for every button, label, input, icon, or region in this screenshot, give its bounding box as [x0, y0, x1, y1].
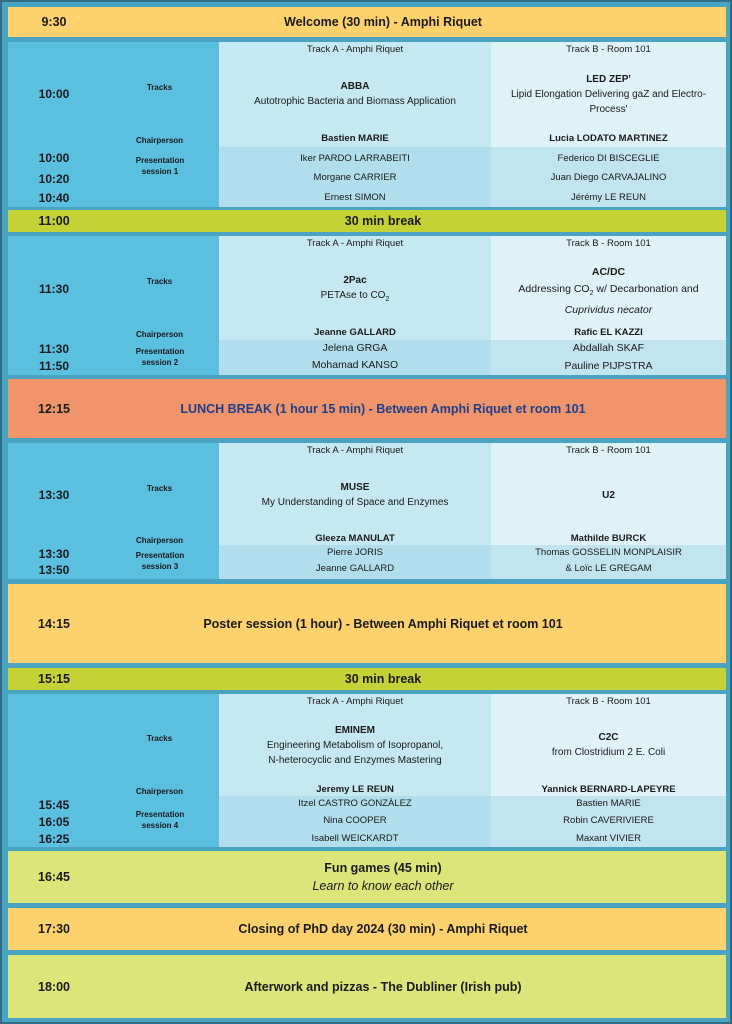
- presentation-label: Presentation session 2: [135, 347, 185, 367]
- speaker-a: Nina COOPER: [323, 815, 387, 826]
- poster-title: Poster session (1 hour) - Between Amphi Riquet et room 101: [203, 616, 563, 631]
- welcome-title: Welcome (30 min) - Amphi Riquet: [284, 15, 482, 29]
- closing-row: [8, 908, 726, 950]
- chair-label: Chairperson: [135, 536, 184, 545]
- track-a-desc: My Understanding of Space and Enzymes: [261, 497, 449, 508]
- speaker-b: Bastien MARIE: [576, 798, 641, 809]
- afterwork-row: [8, 955, 726, 1018]
- speaker-b: Thomas GOSSELIN MONPLAISIR: [535, 547, 682, 558]
- track-b-desc: Lipid Elongation Delivering gaZ and Electro-Process': [510, 89, 707, 115]
- talk-time: 13:50: [38, 563, 70, 577]
- speaker-a: Mohamad KANSO: [311, 359, 399, 371]
- speaker-a: Isabell WEICKARDT: [311, 833, 399, 844]
- chair-label: Chairperson: [135, 330, 184, 339]
- session-2: [8, 236, 726, 375]
- track-a-desc: N-heterocyclic and Enzymes Mastering: [268, 755, 442, 766]
- talk-time: 15:45: [38, 798, 70, 812]
- track-a-title: [219, 723, 491, 768]
- lunch-row: [8, 379, 726, 438]
- subscript: 2: [589, 290, 594, 298]
- track-a-desc: Autotrophic Bacteria and Biomass Application: [254, 96, 456, 107]
- chair-a: Bastien MARIE: [321, 133, 389, 144]
- presentation-label: Presentation session 1: [135, 156, 185, 176]
- talk-time: 10:20: [38, 172, 70, 186]
- closing-time: 17:30: [38, 922, 70, 936]
- lunch-time: 12:15: [38, 401, 70, 416]
- talk-time: 16:25: [38, 832, 70, 846]
- break-title: 30 min break: [344, 214, 422, 228]
- speaker-a: Itzel CASTRO GONZÀLEZ: [298, 798, 412, 809]
- talk-time: 13:30: [38, 547, 70, 561]
- presentation-label: Presentation session 4: [135, 810, 185, 830]
- talk-time: 11:50: [38, 359, 70, 373]
- track-b-desc: Addressing CO: [518, 283, 590, 295]
- break-row: [8, 668, 726, 690]
- track-b-desc-line2: Cupri: [564, 304, 590, 317]
- track-a-header: Track A - Amphi Riquet: [306, 238, 404, 249]
- presentation-label: Presentation session 3: [135, 551, 185, 571]
- afterwork-title: Afterwork and pizzas - The Dubliner (Irish pub): [244, 979, 522, 994]
- session-1: [8, 42, 726, 207]
- break-time: 15:15: [38, 672, 70, 686]
- session-time: 10:00: [38, 87, 70, 101]
- games-time: 16:45: [38, 870, 70, 884]
- track-a-title: [219, 480, 491, 510]
- track-a-name: EMINEM: [335, 725, 375, 736]
- speaker-b: Maxant VIVIER: [576, 833, 641, 844]
- track-b-name: U2: [602, 490, 615, 501]
- chair-b: Lucia LODATO MARTINEZ: [549, 133, 668, 144]
- break-time: 11:00: [38, 214, 70, 228]
- speaker-b: Pauline PIJPSTRA: [564, 360, 653, 372]
- games-row: [8, 851, 726, 903]
- track-a-desc: Engineering Metabolism of Isopropanol,: [266, 740, 444, 751]
- talk-time: 10:00: [38, 151, 70, 165]
- track-b-name: LED ZEP': [586, 74, 631, 85]
- track-b-title: [491, 730, 726, 760]
- track-b-header: Track B - Room 101: [566, 238, 651, 249]
- track-b-title: [491, 488, 726, 503]
- track-a-name: MUSE: [340, 482, 370, 493]
- track-a-header: Track A - Amphi Riquet: [306, 696, 404, 707]
- chair-b: Yannick BERNARD-LAPEYRE: [541, 784, 676, 795]
- lunch-title: LUNCH BREAK (1 hour 15 min) - Between Amphi Riquet et room 101: [180, 401, 586, 416]
- tracks-label: Tracks: [146, 734, 173, 743]
- games-title: Fun games (45 min): [324, 861, 442, 875]
- session-time: 13:30: [38, 488, 70, 502]
- track-b-header: Track B - Room 101: [566, 445, 651, 456]
- track-a-title: [219, 273, 491, 307]
- track-a-header: Track A - Amphi Riquet: [306, 445, 404, 456]
- track-b-title: [501, 72, 716, 117]
- track-b-header: Track B - Room 101: [566, 696, 651, 707]
- speaker-a: Ernest SIMON: [324, 192, 386, 203]
- speaker-a: Iker PARDO LARRABEITI: [300, 153, 410, 164]
- session-time: 11:30: [38, 282, 70, 296]
- session-3: [8, 443, 726, 579]
- speaker-a: Jeanne GALLARD: [315, 563, 395, 574]
- track-a-name: 2Pac: [343, 275, 367, 286]
- chair-a: Jeremy LE REUN: [316, 784, 394, 795]
- chair-a: Jeanne GALLARD: [314, 327, 396, 338]
- talk-time: 16:05: [38, 815, 70, 829]
- track-a-title: [219, 79, 491, 109]
- games-subtitle: Learn to know each other: [312, 879, 454, 893]
- afterwork-time: 18:00: [38, 979, 70, 994]
- break-row: [8, 210, 726, 232]
- speaker-b: Abdallah SKAF: [572, 342, 645, 354]
- tracks-label: Tracks: [146, 277, 173, 286]
- welcome-time: 9:30: [41, 15, 67, 29]
- chair-b: Rafic EL KAZZI: [574, 327, 643, 338]
- speaker-a: Morgane CARRIER: [313, 172, 397, 183]
- closing-title: Closing of PhD day 2024 (30 min) - Amphi Riquet: [238, 922, 528, 936]
- track-b-name: AC/DC: [591, 266, 626, 278]
- track-b-header: Track B - Room 101: [566, 44, 651, 55]
- speaker-b: Federico DI BISCEGLIE: [557, 153, 660, 164]
- tracks-label: Tracks: [146, 484, 173, 493]
- chair-a: Gleeza MANULAT: [315, 533, 395, 544]
- session-4: [8, 694, 726, 847]
- track-b-desc-rest: w/ Decarbonation and: [593, 283, 699, 295]
- break-title: 30 min break: [344, 672, 422, 686]
- track-a-desc: PETAse to CO: [320, 290, 386, 301]
- speaker-b: Robin CAVERIVIERE: [563, 815, 654, 826]
- games-title-block: [100, 861, 726, 893]
- chair-label: Chairperson: [135, 136, 184, 145]
- speaker-a: Pierre JORIS: [327, 547, 383, 558]
- tracks-label: Tracks: [146, 83, 173, 92]
- subscript: 2: [385, 296, 390, 303]
- chair-b: Mathilde BURCK: [570, 533, 647, 544]
- speaker-b: Juan Diego CARVAJALINO: [550, 172, 667, 183]
- speaker-b: & Loïc LE GREGAM: [565, 563, 652, 574]
- label-column: [100, 42, 219, 207]
- welcome-row: [8, 7, 726, 37]
- talk-time: 10:40: [38, 191, 70, 205]
- track-b-name: C2C: [598, 732, 619, 743]
- poster-row: [8, 584, 726, 663]
- track-a-name: ABBA: [340, 81, 370, 92]
- track-b-desc: from Clostridium 2 E. Coli: [551, 747, 666, 758]
- chair-label: Chairperson: [135, 787, 184, 796]
- poster-time: 14:15: [38, 616, 70, 631]
- track-b-title: [491, 264, 726, 319]
- track-a-header: Track A - Amphi Riquet: [306, 44, 404, 55]
- speaker-b: Jérémy LE REUN: [571, 192, 646, 203]
- track-b-desc-italic: vidus necator: [589, 304, 653, 317]
- speaker-a: Jelena GRGA: [322, 342, 388, 354]
- talk-time: 11:30: [38, 342, 70, 356]
